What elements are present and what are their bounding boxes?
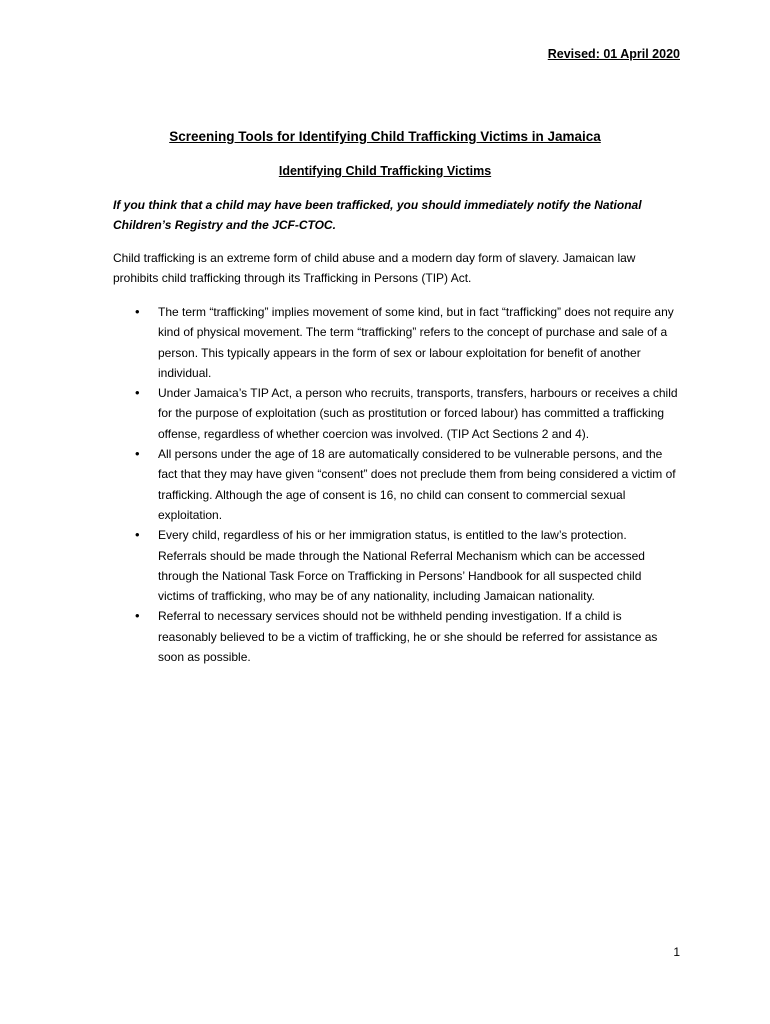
document-title: Screening Tools for Identifying Child Trafficking Victims in Jamaica (169, 129, 601, 144)
section-heading: Identifying Child Trafficking Victims (278, 164, 492, 178)
page-number: 1 (673, 945, 680, 959)
bullet-item (113, 444, 678, 525)
notice-paragraph: If you think that a child may have been trafficked, you should immediately notify the National Children’s Registry and the JCF-CTOC. (113, 198, 642, 232)
intro-paragraph: Child trafficking is an extreme form of child abuse and a modern day form of slavery. Jamaican law prohibits child trafficking through its Trafficking in Persons (TIP) Act. (113, 251, 636, 285)
bullet-text: All persons under the age of 18 are automatically considered to be vulnerable persons, and the fact that they may have given “consent” does not preclude them from being considered a victim of trafficking. Although the age of consent is 16, no child can consent to commercial sexual exploitation. (158, 447, 676, 522)
bullet-item (113, 606, 678, 667)
bullet-text: Referral to necessary services should not be withheld pending investigation. If a child is reasonably believed to be a victim of trafficking, he or she should be referred for assistance as soon as possible. (158, 609, 658, 665)
bullet-item (113, 525, 678, 606)
bullet-item (113, 302, 678, 383)
bullet-icon: • (135, 385, 140, 401)
bullet-text: Every child, regardless of his or her immigration status, is entitled to the law’s protection. Referrals should be made through the National Referral Mechanism which can be accessed through the National Task Force on Trafficking in Persons’ Handbook for all suspected child victims of trafficking, who may be of any nationality, including Jamaican nationality. (158, 528, 645, 604)
bullet-list (113, 302, 678, 667)
revised-date: Revised: 01 April 2020 (547, 47, 680, 61)
bullet-icon: • (135, 446, 140, 462)
bullet-text: Under Jamaica’s TIP Act, a person who recruits, transports, transfers, harbours or receives a child for the purpose of exploitation (such as prostitution or forced labour) has committed a trafficking offense, regardless of whether coercion was involved. (TIP Act Sections 2 and 4). (158, 386, 678, 441)
bullet-icon: • (135, 527, 140, 543)
bullet-text: The term “trafficking” implies movement of some kind, but in fact “trafficking” does not require any kind of physical movement. The term “trafficking” refers to the concept of purchase and sale of a person. This typically appears in the form of sex or labour exploitation for benefit of another individual. (158, 305, 674, 380)
bullet-icon: • (135, 608, 140, 624)
bullet-icon: • (135, 304, 140, 319)
bullet-item (113, 383, 678, 444)
